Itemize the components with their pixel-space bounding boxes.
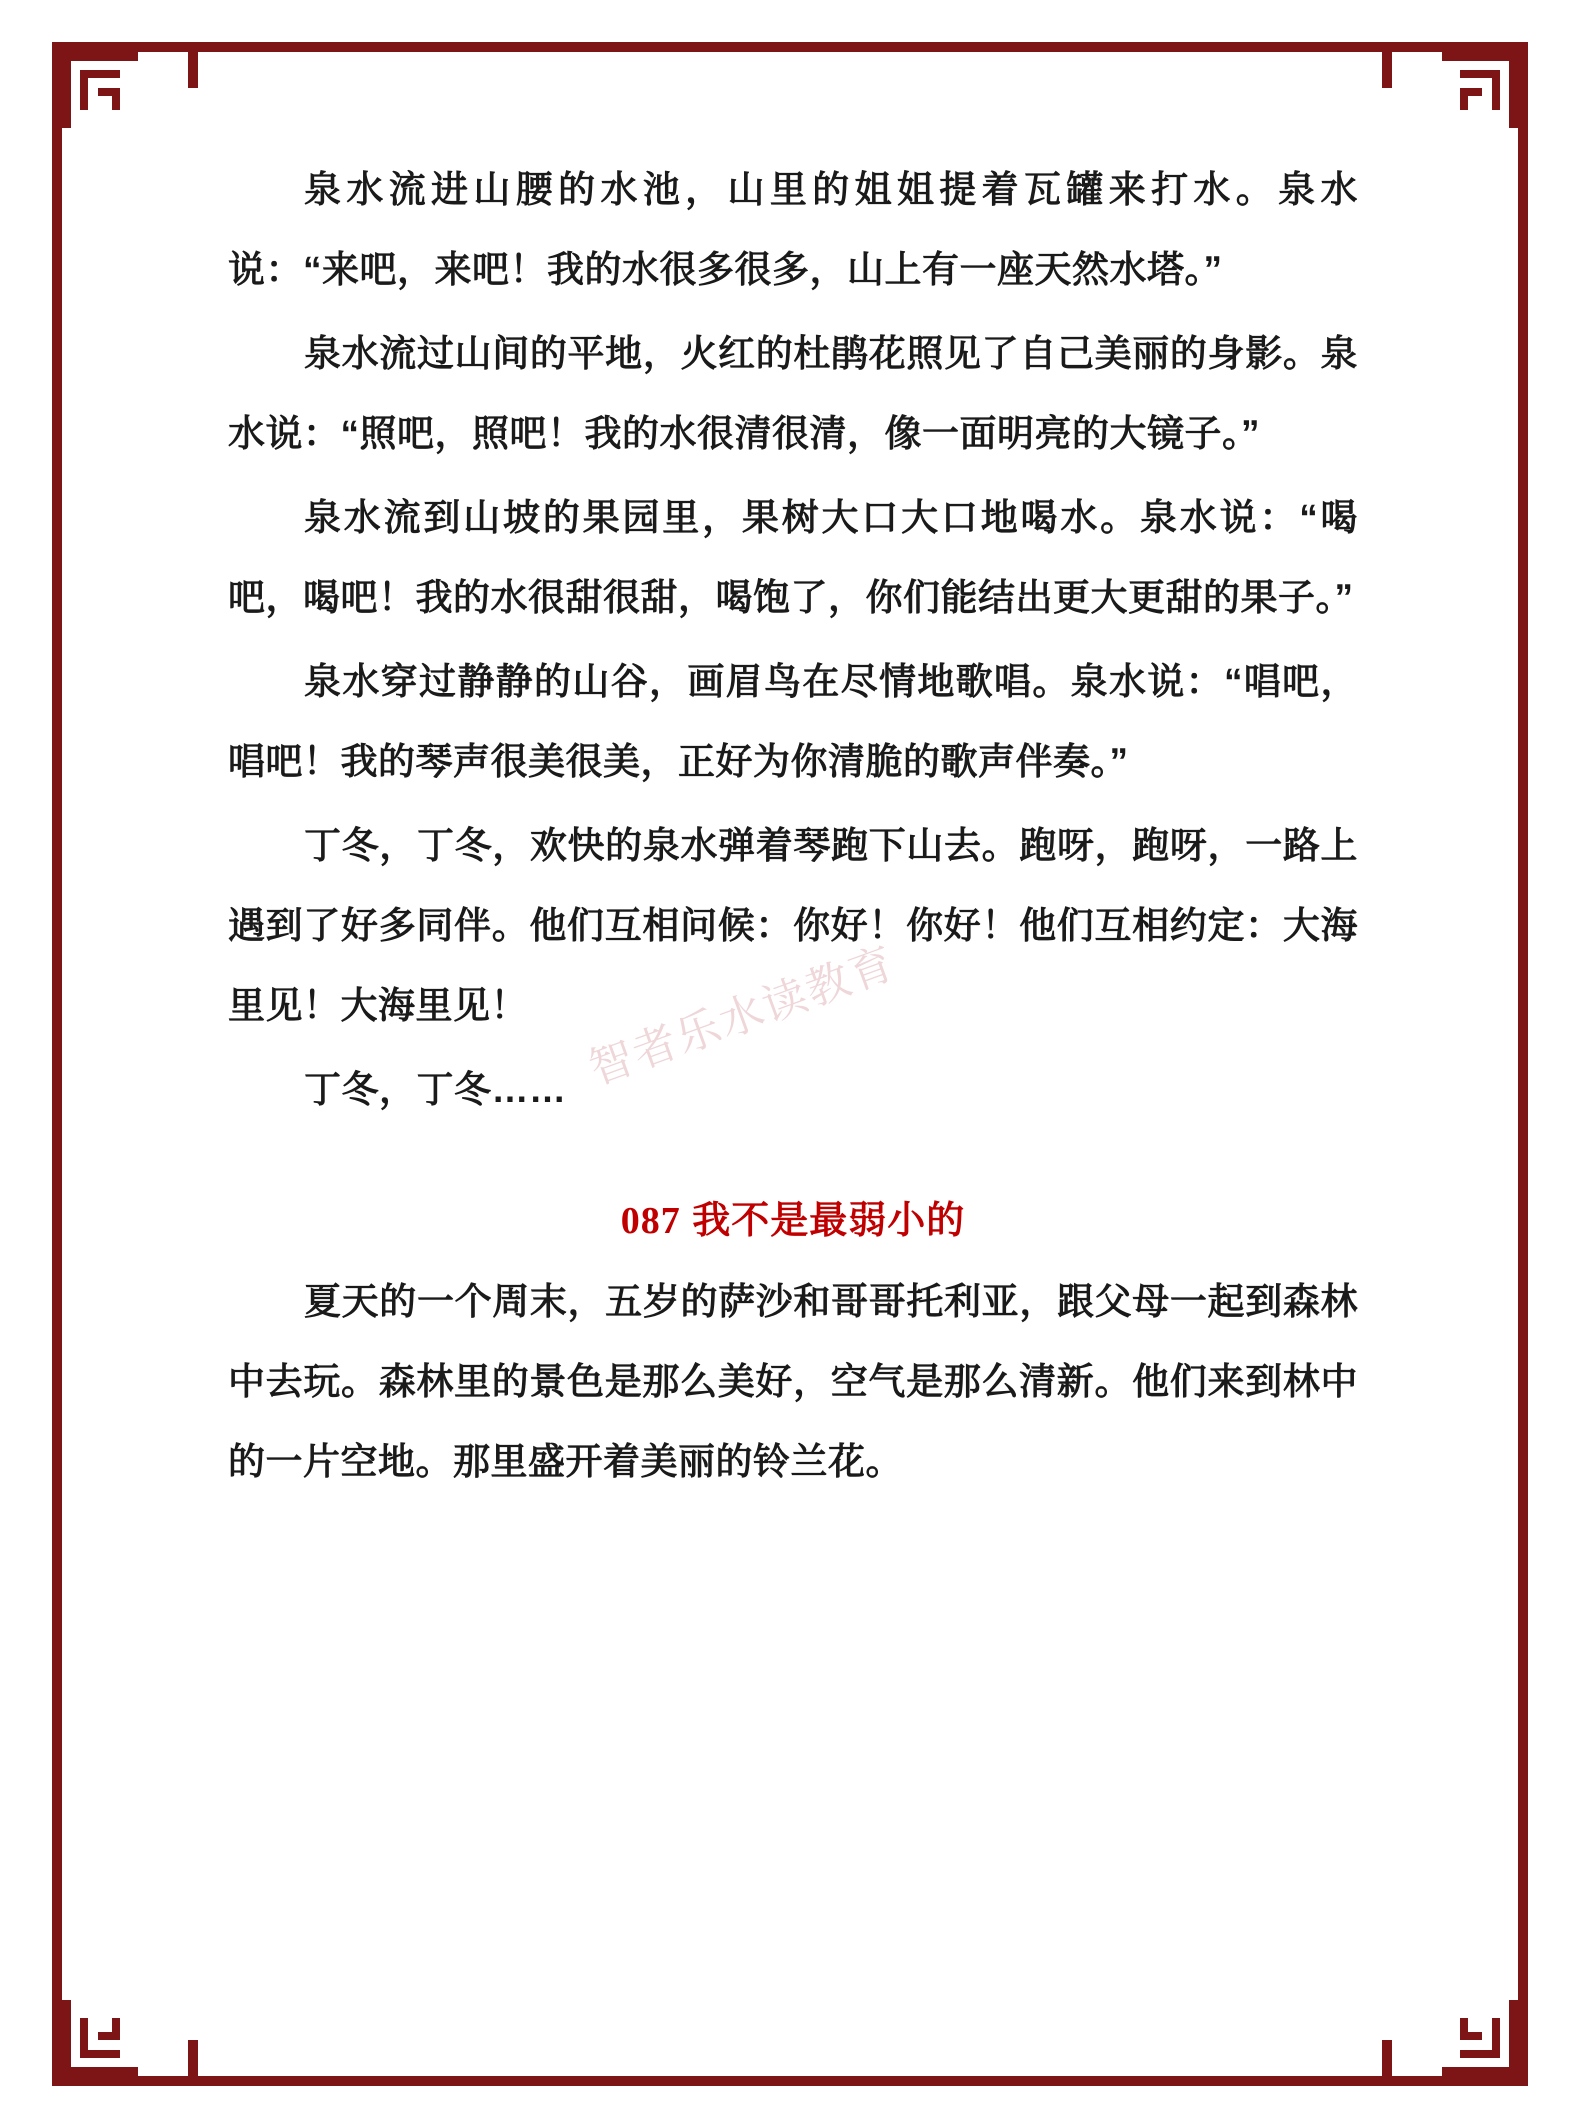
corner-ornament-top-left-icon [52, 42, 148, 138]
border-tick-bottom-right [1382, 2040, 1392, 2086]
paragraph: 泉水流到山坡的果园里，果树大口大口地喝水。泉水说：“喝吧，喝吧！我的水很甜很甜，喝饱了，你们能结出更大更甜的果子。” [228, 497, 1358, 618]
paragraph: 丁冬，丁冬…… [304, 1069, 567, 1110]
document-body [228, 150, 1358, 1506]
paragraph: 丁冬，丁冬，欢快的泉水弹着琴跑下山去。跑呀，跑呀，一路上遇到了好多同伴。他们互相问候：你好！你好！他们互相约定：大海里见！大海里见！ [228, 825, 1358, 1026]
corner-ornament-bottom-right-icon [1432, 1990, 1528, 2086]
section-heading [228, 1186, 1358, 1256]
corner-ornament-top-right-icon [1432, 42, 1528, 138]
section-title-text: 我不是最弱小的 [692, 1200, 966, 1242]
paragraph: 泉水流进山腰的水池，山里的姐姐提着瓦罐来打水。泉水说：“来吧，来吧！我的水很多很多，山上有一座天然水塔。” [228, 169, 1358, 290]
border-tick-top-right [1382, 42, 1392, 88]
section-number: 087 [620, 1200, 681, 1242]
paragraph: 泉水流过山间的平地，火红的杜鹃花照见了自己美丽的身影。泉水说：“照吧，照吧！我的水很清很清，像一面明亮的大镜子。” [228, 333, 1358, 454]
corner-ornament-bottom-left-icon [52, 1990, 148, 2086]
border-tick-bottom-left [188, 2040, 198, 2086]
watermark-text: 智者乐水读教育 [582, 938, 903, 1095]
border-tick-top-left [188, 42, 198, 88]
paragraph: 夏天的一个周末，五岁的萨沙和哥哥托利亚，跟父母一起到森林中去玩。森林里的景色是那么美好，空气是那么清新。他们来到林中的一片空地。那里盛开着美丽的铃兰花。 [228, 1281, 1358, 1482]
paragraph: 泉水穿过静静的山谷，画眉鸟在尽情地歌唱。泉水说：“唱吧，唱吧！我的琴声很美很美，正好为你清脆的歌声伴奏。” [228, 661, 1358, 782]
